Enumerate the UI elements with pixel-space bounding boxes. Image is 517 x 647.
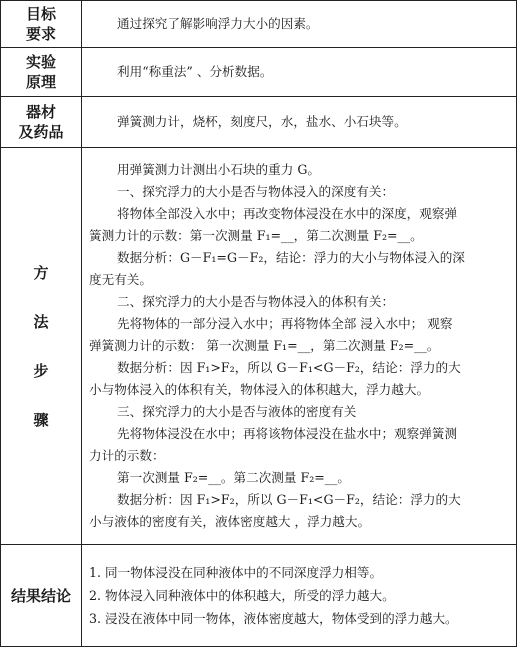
row-materials (1, 97, 517, 148)
materials-label: 器材 及药品 (1, 97, 82, 148)
step-2-title: 二、探究浮力的大小是否与物体浸入的体积有关： (117, 294, 395, 309)
principle-text: 利用“称重法” 、分析数据。 (82, 48, 517, 97)
principle-label: 实验 原理 (1, 48, 82, 97)
list-item: 2. 物体浸入同种液体中的体积越大，所受的浮力越大。 (89, 588, 395, 603)
row-method (1, 148, 517, 545)
method-intro: 用弹簧测力计测出小石块的重力 G。 (117, 162, 320, 177)
result-list (89, 561, 512, 630)
row-result (1, 545, 517, 647)
goal-text: 通过探究了解影响浮力大小的因素。 (82, 1, 517, 48)
row-principle (1, 48, 517, 97)
list-item: 3. 浸没在液体中同一物体，液体密度越大，物体受到的浮力越大。 (89, 611, 458, 626)
method-label: 方 法 步 骤 (1, 148, 82, 545)
materials-text: 弹簧测力计，烧杯，刻度尺，水，盐水、小石块等。 (82, 97, 517, 148)
method-text: 用弹簧测力计测出小石块的重力 G。 一、探究浮力的大小是否与物体浸入的深度有关： 将物体全部没入水中；再改变物体浸没在水中的深度，观察弹 簧测力计的示数：第一次测量 F₁=__，第二次测量 F₂=__。 数据分析：G－F₁=G－F₂，结论：浮力的大小与物体浸入的深 度无有关。 二、探究浮力的大小是否与物体浸入的体积有关： 先将物体的一部分浸入水中；再将物体全部 浸入水中； 观察 弹簧测力计的示数： 第一次测量 F₁=__，第二次测量 F₂=__。 数据分析：因 F₁>F₂，所以 G－F₁<G－F₂，结论：浮力的大 小与物体浸入的体积有关，物体浸入的体积越大，浮力越大。 三、探究浮力的大小是否与液体的密度有关 先将物体浸没在水中；再将该物体浸没在盐水中；观察弹簧测 力计的示数： 第一次测量 F₂=__。第二次测量 F₂=__。 数据分析：因 F₁>F₂，所以 G－F₁<G－F₂，结论：浮力的大 小与液体的密度有关，液体密度越大 ，浮力越大。 (82, 148, 517, 545)
goal-label: 目标 要求 (1, 1, 82, 48)
result-text (82, 545, 517, 647)
step-1-title: 一、探究浮力的大小是否与物体浸入的深度有关： (117, 184, 395, 199)
step-3-title: 三、探究浮力的大小是否与液体的密度有关 (117, 404, 357, 419)
result-label: 结果结论 (1, 545, 82, 647)
row-goal (1, 1, 517, 48)
list-item: 1. 同一物体浸没在同种液体中的不同深度浮力相等。 (89, 565, 383, 580)
